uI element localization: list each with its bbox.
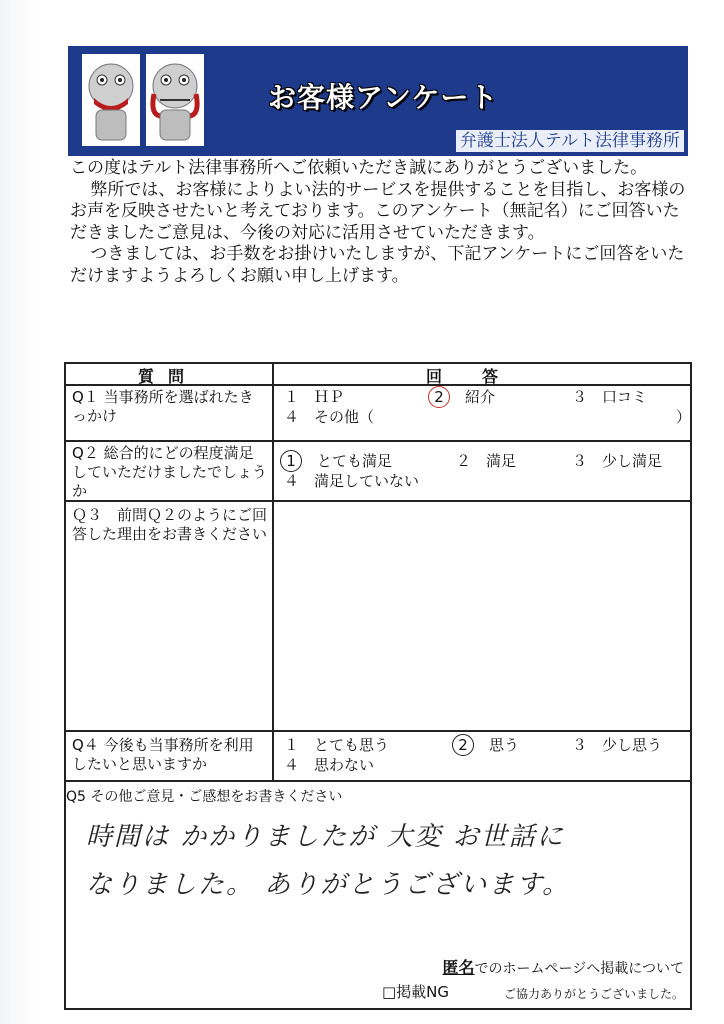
row-divider: [66, 780, 690, 782]
q2-option-4: ４ 満足していない: [284, 472, 420, 490]
selected-circle: 2: [452, 734, 474, 756]
q4-option-2: 2 思う: [452, 734, 519, 756]
publish-ng-checkbox[interactable]: □掲載NG: [382, 983, 450, 1001]
question-q2: Q２ 総合的にどの程度満足していただけましたでしょうか: [72, 444, 268, 500]
q1-option-1: １ ＨＰ: [284, 388, 345, 406]
handwritten-comment: なりました。 ありがとうございます。: [86, 870, 571, 900]
q2-option-2: ２ 満足: [456, 452, 517, 470]
scan-edge: [0, 0, 34, 1024]
column-divider: [272, 364, 274, 780]
question-q5: Q5 その他ご意見・ご感想をお書きください: [66, 789, 343, 805]
row-divider: [66, 440, 690, 442]
question-q4: Q４ 今後も当事務所を利用したいと思いますか: [72, 736, 254, 773]
intro-paragraph: つきましては、お手数をお掛けいたしますが、下記アンケートにご回答をいただけますようよろしくお願い申し上げます。: [70, 244, 685, 286]
selected-circle: 2: [428, 386, 450, 408]
q4-option-3: ３ 少し思う: [572, 736, 663, 754]
question-q1: Q１ 当事務所を選ばれたきっかけ: [72, 388, 254, 425]
survey-table: [64, 362, 692, 1010]
column-header-question: 質問: [138, 367, 199, 386]
survey-title: お客様アンケート: [268, 81, 499, 114]
q1-option-2: 2 紹介: [428, 386, 495, 408]
firm-name: 弁護士法人テルト法律事務所: [456, 130, 684, 152]
column-header-answer: 回答: [426, 367, 539, 386]
intro-paragraph: 弊所では、お客様によりよい法的サービスを提供することを目指し、お客様のお声を反映させたいと考えております。このアンケート（無記名）にご回答いただきましたご意見は、今後の対応に活用させていただきます。: [70, 179, 686, 243]
selected-circle: 1: [280, 450, 302, 472]
header-banner: [68, 46, 688, 156]
thanks-note: ご協力ありがとうございました。: [503, 987, 684, 1001]
shisa-statue-icon: [146, 54, 204, 146]
question-q3: Ｑ３ 前問Ｑ２のようにご回答した理由をお書きください: [72, 506, 268, 543]
q2-option-1: 1 とても満足: [280, 450, 392, 472]
row-divider: [66, 730, 690, 732]
handwritten-comment: 時間は かかりましたが 大変 お世話に: [86, 822, 565, 852]
shisa-statue-icon: [82, 54, 140, 146]
publish-note: 匿名でのホームページへ掲載について: [442, 958, 684, 977]
intro-text: [70, 158, 690, 287]
q1-option-3: ３ 口コミ: [572, 388, 648, 406]
q1-option-4-close: ）: [676, 408, 692, 426]
q1-option-4: ４ その他（: [284, 408, 375, 426]
intro-paragraph: この度はテルト法律事務所へご依頼いただき誠にありがとうございました。: [70, 158, 648, 178]
q2-option-3: ３ 少し満足: [572, 452, 663, 470]
q4-option-4: ４ 思わない: [284, 756, 375, 774]
q4-option-1: １ とても思う: [284, 736, 390, 754]
